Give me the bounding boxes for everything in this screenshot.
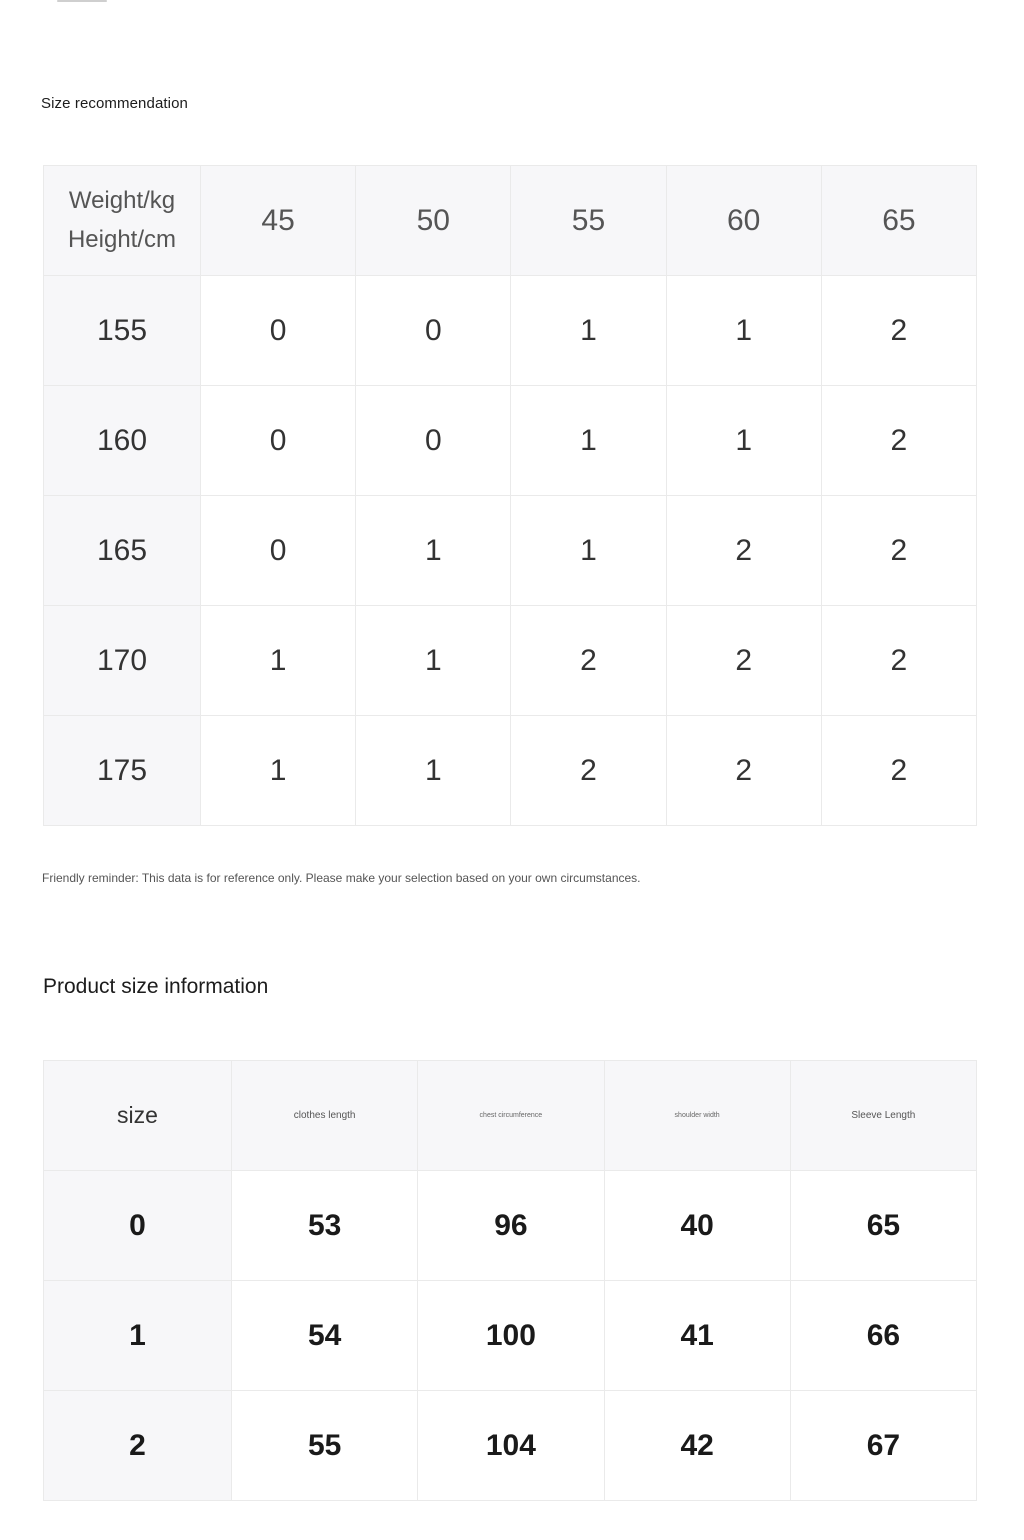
measurement-cell: 54 [232,1281,418,1391]
size-cell: 2 [666,716,821,826]
weight-header: 65 [821,166,976,276]
size-cell: 2 [821,716,976,826]
height-cell: 160 [44,386,201,496]
measurement-cell: 53 [232,1171,418,1281]
size-cell: 2 [511,606,666,716]
chest-circumference-header: chest circumference [418,1061,604,1171]
size-cell: 2 [821,276,976,386]
size-cell: 2 [44,1391,232,1501]
product-size-table [43,1060,977,1501]
size-cell: 2 [511,716,666,826]
size-cell: 0 [201,496,356,606]
shoulder-width-header: shoulder width [604,1061,790,1171]
clothes-length-header: clothes length [232,1061,418,1171]
weight-header: 60 [666,166,821,276]
size-cell: 1 [666,386,821,496]
size-cell: 1 [356,606,511,716]
measurement-cell: 41 [604,1281,790,1391]
size-cell: 1 [356,716,511,826]
weight-header: 45 [201,166,356,276]
height-cell: 165 [44,496,201,606]
size-cell: 2 [821,496,976,606]
size-recommendation-title: Size recommendation [41,95,188,112]
table-row [44,386,977,496]
height-cell: 155 [44,276,201,386]
table-header-row [44,166,977,276]
size-cell: 1 [511,276,666,386]
measurement-cell: 65 [790,1171,976,1281]
size-cell: 1 [44,1281,232,1391]
measurement-cell: 96 [418,1171,604,1281]
table-row [44,716,977,826]
measurement-cell: 42 [604,1391,790,1501]
size-cell: 0 [44,1171,232,1281]
size-cell: 1 [666,276,821,386]
measurement-cell: 55 [232,1391,418,1501]
size-recommendation-table [43,165,977,826]
size-cell: 2 [666,496,821,606]
weight-header: 50 [356,166,511,276]
corner-header [44,166,201,276]
sleeve-length-header: Sleeve Length [790,1061,976,1171]
height-cell: 175 [44,716,201,826]
product-size-title: Product size information [43,975,269,998]
size-cell: 0 [356,276,511,386]
measurement-cell: 104 [418,1391,604,1501]
measurement-cell: 66 [790,1281,976,1391]
table-row [44,1171,977,1281]
table-row [44,1281,977,1391]
table-row [44,1391,977,1501]
size-header: size [44,1061,232,1171]
size-cell: 2 [821,386,976,496]
measurement-cell: 40 [604,1171,790,1281]
top-divider [57,0,107,2]
measurement-cell: 100 [418,1281,604,1391]
weight-header: 55 [511,166,666,276]
size-cell: 1 [356,496,511,606]
table-row [44,606,977,716]
weight-label: Weight/kg [68,187,176,215]
table-row [44,496,977,606]
size-cell: 2 [821,606,976,716]
height-label: Height/cm [67,225,177,253]
size-cell: 0 [201,276,356,386]
friendly-reminder: Friendly reminder: This data is for reference only. Please make your selection based on your own circumstances. [42,871,641,885]
size-cell: 0 [356,386,511,496]
table-row [44,276,977,386]
size-cell: 0 [201,386,356,496]
size-cell: 1 [201,716,356,826]
measurement-cell: 67 [790,1391,976,1501]
size-cell: 1 [201,606,356,716]
size-cell: 1 [511,496,666,606]
height-cell: 170 [44,606,201,716]
size-cell: 1 [511,386,666,496]
table-header-row [44,1061,977,1171]
size-cell: 2 [666,606,821,716]
